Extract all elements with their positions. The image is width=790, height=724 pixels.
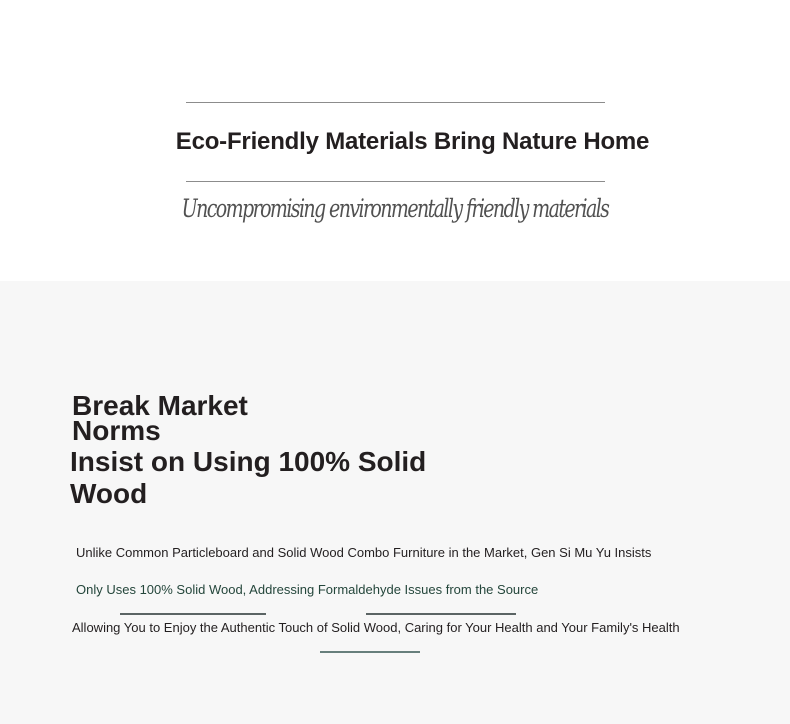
heading-solid-wood: Insist on Using 100% Solid Wood — [70, 446, 427, 509]
underline-bar-left — [120, 613, 266, 615]
page-title: Eco-Friendly Materials Bring Nature Home — [175, 128, 650, 155]
underline-bar-right — [366, 613, 516, 615]
underline-bar-bottom — [320, 651, 420, 653]
paragraph-line-3: Allowing You to Enjoy the Authentic Touch of Solid Wood, Caring for Your Health and Your Family's Health — [72, 620, 680, 635]
paragraph-line-1: Unlike Common Particleboard and Solid Wood Combo Furniture in the Market, Gen Si Mu Yu Insists — [76, 545, 652, 560]
top-divider — [186, 102, 605, 103]
paragraph-line-2: Only Uses 100% Solid Wood, Addressing Formaldehyde Issues from the Source — [76, 582, 539, 597]
bottom-divider — [186, 181, 605, 182]
heading-break-market-norms: Break Market Norms — [72, 390, 248, 446]
header-section — [0, 0, 790, 281]
script-subtitle: Uncompromising environmentally friendly materials — [181, 194, 609, 224]
